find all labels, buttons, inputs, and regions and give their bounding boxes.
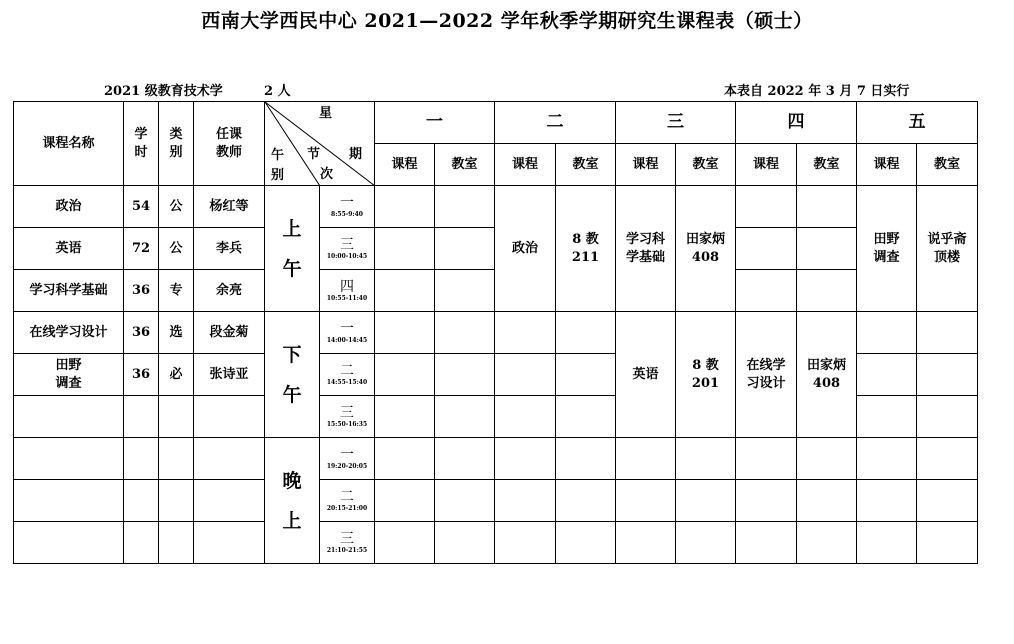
slot-cell (676, 480, 736, 522)
slot-cell (556, 312, 616, 354)
empty-cell (124, 438, 159, 480)
diag-order-label: 次 (320, 167, 334, 182)
slot-cell (375, 354, 435, 396)
slot-cell (797, 480, 857, 522)
slot-cell (676, 438, 736, 480)
fri-morning-course: 田野 调查 (857, 186, 917, 312)
slot-cell (375, 186, 435, 228)
empty-cell (14, 438, 124, 480)
course-teacher: 李兵 (194, 228, 265, 270)
course-name: 田野 调查 (14, 354, 124, 396)
slot-cell (857, 438, 917, 480)
period-cell: 三 21:10-21:55 (320, 522, 375, 564)
empty-cell (14, 522, 124, 564)
slot-cell (797, 438, 857, 480)
course-name: 学习科学基础 (14, 270, 124, 312)
slot-cell (917, 396, 978, 438)
slot-cell (616, 522, 676, 564)
day-header-tue: 二 (495, 102, 616, 144)
slot-cell (495, 354, 556, 396)
slot-cell (375, 438, 435, 480)
slot-cell (676, 522, 736, 564)
col-room-header: 教室 (797, 144, 857, 186)
col-course-header: 课程 (857, 144, 917, 186)
course-type: 必 (159, 354, 194, 396)
slot-cell (857, 522, 917, 564)
wed-afternoon-room: 8 教 201 (676, 312, 736, 438)
slot-cell (917, 354, 978, 396)
count-label: 2 人 (264, 84, 291, 99)
session-afternoon: 下 午 (265, 312, 320, 438)
session-morning: 上 午 (265, 186, 320, 312)
course-type: 公 (159, 228, 194, 270)
empty-cell (14, 480, 124, 522)
empty-cell (194, 396, 265, 438)
course-hours: 36 (124, 270, 159, 312)
empty-cell (124, 396, 159, 438)
slot-cell (797, 522, 857, 564)
empty-cell (159, 438, 194, 480)
slot-cell (375, 270, 435, 312)
course-teacher: 余亮 (194, 270, 265, 312)
course-type: 选 (159, 312, 194, 354)
col-course-header: 课程 (375, 144, 435, 186)
slot-cell (435, 186, 495, 228)
period-cell: 三 15:50-16:35 (320, 396, 375, 438)
col-course-header: 课程 (736, 144, 797, 186)
header-diagonal-cell (265, 102, 375, 186)
class-label: 2021 级教育技术学 (104, 84, 223, 99)
day-header-mon: 一 (375, 102, 495, 144)
course-type: 专 (159, 270, 194, 312)
slot-cell (556, 396, 616, 438)
day-header-fri: 五 (857, 102, 978, 144)
slot-cell (435, 522, 495, 564)
slot-cell (917, 438, 978, 480)
course-hours: 54 (124, 186, 159, 228)
empty-cell (159, 522, 194, 564)
empty-cell (159, 480, 194, 522)
empty-cell (194, 480, 265, 522)
col-room-header: 教室 (556, 144, 616, 186)
slot-cell (736, 438, 797, 480)
diag-period-label: 期 (349, 147, 363, 162)
effective-date: 本表自 2022 年 3 月 7 日实行 (724, 84, 910, 99)
period-cell: 二 14:55-15:40 (320, 354, 375, 396)
slot-cell (435, 270, 495, 312)
slot-cell (435, 480, 495, 522)
header-course-name: 课程名称 (14, 102, 124, 186)
slot-cell (435, 228, 495, 270)
diag-section-label: 节 (307, 147, 321, 162)
header-teacher: 任课 教师 (194, 102, 265, 186)
course-teacher: 段金菊 (194, 312, 265, 354)
slot-cell (736, 522, 797, 564)
course-teacher: 张诗亚 (194, 354, 265, 396)
period-cell: 三 10:00-10:45 (320, 228, 375, 270)
col-room-header: 教室 (676, 144, 736, 186)
course-hours: 36 (124, 354, 159, 396)
slot-cell (797, 186, 857, 228)
slot-cell (616, 480, 676, 522)
slot-cell (857, 396, 917, 438)
wed-afternoon-course: 英语 (616, 312, 676, 438)
course-teacher: 杨红等 (194, 186, 265, 228)
wed-morning-course: 学习科 学基础 (616, 186, 676, 312)
slot-cell (917, 480, 978, 522)
empty-cell (194, 522, 265, 564)
tue-morning-course: 政治 (495, 186, 556, 312)
col-course-header: 课程 (616, 144, 676, 186)
empty-cell (124, 522, 159, 564)
slot-cell (556, 438, 616, 480)
slot-cell (495, 396, 556, 438)
empty-cell (14, 396, 124, 438)
empty-cell (194, 438, 265, 480)
course-hours: 36 (124, 312, 159, 354)
slot-cell (375, 522, 435, 564)
slot-cell (736, 480, 797, 522)
period-cell: 一 8:55-9:40 (320, 186, 375, 228)
slot-cell (435, 438, 495, 480)
empty-cell (124, 480, 159, 522)
diag-session-label: 午 别 (271, 148, 285, 183)
slot-cell (435, 396, 495, 438)
page-title: 西南大学西民中心 2021—2022 学年秋季学期研究生课程表（硕士） (201, 10, 813, 32)
col-room-header: 教室 (435, 144, 495, 186)
schedule-table (13, 101, 978, 564)
slot-cell (495, 438, 556, 480)
slot-cell (495, 522, 556, 564)
wed-morning-room: 田家炳 408 (676, 186, 736, 312)
slot-cell (917, 522, 978, 564)
col-room-header: 教室 (917, 144, 978, 186)
slot-cell (917, 312, 978, 354)
slot-cell (556, 480, 616, 522)
period-cell: 一 14:00-14:45 (320, 312, 375, 354)
slot-cell (556, 354, 616, 396)
period-cell: 一 19:20-20:05 (320, 438, 375, 480)
tue-morning-room: 8 教 211 (556, 186, 616, 312)
course-name: 政治 (14, 186, 124, 228)
day-header-thu: 四 (736, 102, 857, 144)
slot-cell (736, 186, 797, 228)
slot-cell (857, 480, 917, 522)
period-cell: 四 10:55-11:40 (320, 270, 375, 312)
slot-cell (857, 354, 917, 396)
header-hours: 学 时 (124, 102, 159, 186)
period-cell: 二 20:15-21:00 (320, 480, 375, 522)
slot-cell (556, 522, 616, 564)
slot-cell (736, 228, 797, 270)
slot-cell (375, 312, 435, 354)
header-type: 类 别 (159, 102, 194, 186)
course-name: 在线学习设计 (14, 312, 124, 354)
slot-cell (495, 312, 556, 354)
slot-cell (736, 270, 797, 312)
day-header-wed: 三 (616, 102, 736, 144)
course-name: 英语 (14, 228, 124, 270)
course-type: 公 (159, 186, 194, 228)
slot-cell (797, 228, 857, 270)
slot-cell (375, 480, 435, 522)
slot-cell (857, 312, 917, 354)
thu-afternoon-room: 田家炳 408 (797, 312, 857, 438)
thu-afternoon-course: 在线学 习设计 (736, 312, 797, 438)
slot-cell (375, 228, 435, 270)
session-evening: 晚 上 (265, 438, 320, 564)
slot-cell (375, 396, 435, 438)
slot-cell (797, 270, 857, 312)
slot-cell (616, 438, 676, 480)
fri-morning-room: 说乎斋 顶楼 (917, 186, 978, 312)
diag-week-label: 星 (319, 106, 333, 121)
col-course-header: 课程 (495, 144, 556, 186)
empty-cell (159, 396, 194, 438)
slot-cell (435, 312, 495, 354)
slot-cell (435, 354, 495, 396)
slot-cell (495, 480, 556, 522)
course-hours: 72 (124, 228, 159, 270)
